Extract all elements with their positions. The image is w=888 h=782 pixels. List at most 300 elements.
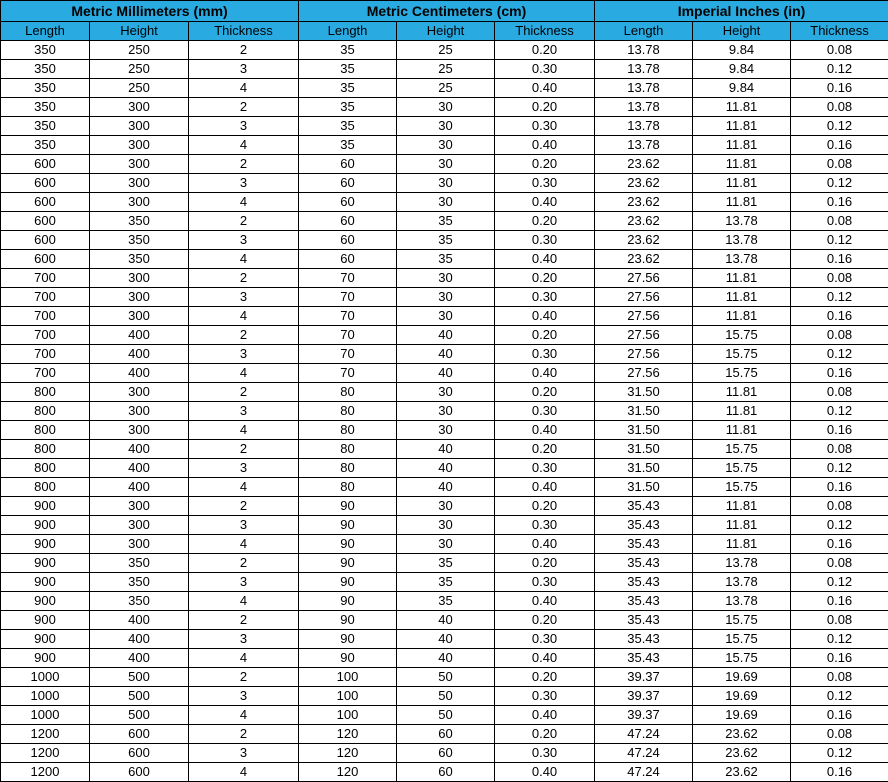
- table-cell: 0.40: [495, 364, 595, 383]
- table-cell: 11.81: [693, 516, 791, 535]
- table-cell: 80: [299, 478, 397, 497]
- table-cell: 3: [189, 459, 299, 478]
- table-cell: 1200: [1, 744, 90, 763]
- table-cell: 80: [299, 383, 397, 402]
- table-cell: 4: [189, 364, 299, 383]
- table-cell: 800: [1, 440, 90, 459]
- table-cell: 500: [90, 687, 189, 706]
- table-cell: 300: [90, 307, 189, 326]
- table-cell: 35.43: [595, 554, 693, 573]
- table-cell: 35.43: [595, 497, 693, 516]
- table-row: [1, 478, 888, 497]
- table-cell: 13.78: [693, 231, 791, 250]
- table-cell: 70: [299, 307, 397, 326]
- table-cell: 60: [299, 250, 397, 269]
- table-cell: 80: [299, 440, 397, 459]
- table-cell: 600: [1, 193, 90, 212]
- table-row: [1, 155, 888, 174]
- table-cell: 2: [189, 554, 299, 573]
- table-cell: 2: [189, 98, 299, 117]
- table-row: [1, 288, 888, 307]
- table-cell: 35: [299, 98, 397, 117]
- table-cell: 27.56: [595, 345, 693, 364]
- table-cell: 70: [299, 364, 397, 383]
- table-cell: 400: [90, 478, 189, 497]
- table-cell: 0.40: [495, 307, 595, 326]
- table-cell: 40: [397, 326, 495, 345]
- table-cell: 13.78: [595, 41, 693, 60]
- table-row: [1, 383, 888, 402]
- table-cell: 0.08: [791, 98, 888, 117]
- table-cell: 2: [189, 725, 299, 744]
- table-row: [1, 459, 888, 478]
- table-cell: 300: [90, 535, 189, 554]
- table-cell: 35.43: [595, 611, 693, 630]
- table-cell: 600: [90, 725, 189, 744]
- table-cell: 4: [189, 136, 299, 155]
- table-cell: 13.78: [693, 573, 791, 592]
- table-cell: 23.62: [693, 763, 791, 782]
- table-cell: 60: [397, 744, 495, 763]
- table-header: [1, 1, 888, 41]
- table-cell: 11.81: [693, 307, 791, 326]
- table-cell: 600: [1, 231, 90, 250]
- table-row: [1, 250, 888, 269]
- table-row: [1, 649, 888, 668]
- table-cell: 70: [299, 345, 397, 364]
- table-cell: 30: [397, 402, 495, 421]
- table-cell: 35: [299, 136, 397, 155]
- table-cell: 80: [299, 421, 397, 440]
- table-cell: 2: [189, 41, 299, 60]
- table-cell: 35.43: [595, 516, 693, 535]
- table-row: [1, 117, 888, 136]
- table-cell: 30: [397, 174, 495, 193]
- table-row: [1, 535, 888, 554]
- table-cell: 700: [1, 269, 90, 288]
- table-cell: 4: [189, 649, 299, 668]
- table-row: [1, 725, 888, 744]
- table-cell: 27.56: [595, 364, 693, 383]
- table-cell: 0.20: [495, 554, 595, 573]
- table-row: [1, 706, 888, 725]
- table-row: [1, 497, 888, 516]
- table-row: [1, 687, 888, 706]
- table-cell: 0.16: [791, 535, 888, 554]
- table-cell: 700: [1, 345, 90, 364]
- table-cell: 0.16: [791, 478, 888, 497]
- table-row: [1, 60, 888, 79]
- table-cell: 350: [1, 60, 90, 79]
- table-cell: 35: [397, 592, 495, 611]
- table-row: [1, 231, 888, 250]
- table-cell: 90: [299, 592, 397, 611]
- table-cell: 0.20: [495, 668, 595, 687]
- table-cell: 11.81: [693, 269, 791, 288]
- table-cell: 0.12: [791, 516, 888, 535]
- table-cell: 900: [1, 554, 90, 573]
- table-cell: 11.81: [693, 98, 791, 117]
- table-row: [1, 592, 888, 611]
- table-cell: 0.20: [495, 440, 595, 459]
- table-cell: 0.08: [791, 269, 888, 288]
- table-cell: 0.16: [791, 250, 888, 269]
- table-cell: 11.81: [693, 383, 791, 402]
- table-cell: 900: [1, 630, 90, 649]
- table-cell: 2: [189, 155, 299, 174]
- table-cell: 0.16: [791, 307, 888, 326]
- table-cell: 350: [1, 41, 90, 60]
- table-cell: 13.78: [595, 117, 693, 136]
- table-cell: 2: [189, 440, 299, 459]
- table-cell: 0.12: [791, 174, 888, 193]
- table-row: [1, 326, 888, 345]
- table-cell: 350: [90, 573, 189, 592]
- column-header-4: Height: [397, 22, 495, 41]
- table-cell: 23.62: [595, 212, 693, 231]
- table-cell: 40: [397, 364, 495, 383]
- table-cell: 11.81: [693, 497, 791, 516]
- table-cell: 0.08: [791, 554, 888, 573]
- table-cell: 2: [189, 497, 299, 516]
- table-row: [1, 345, 888, 364]
- table-cell: 3: [189, 687, 299, 706]
- table-cell: 4: [189, 250, 299, 269]
- table-cell: 0.30: [495, 516, 595, 535]
- table-row: [1, 174, 888, 193]
- table-cell: 0.40: [495, 592, 595, 611]
- table-cell: 60: [299, 231, 397, 250]
- table-cell: 3: [189, 117, 299, 136]
- table-cell: 700: [1, 307, 90, 326]
- table-cell: 13.78: [693, 212, 791, 231]
- table-cell: 0.20: [495, 326, 595, 345]
- table-cell: 25: [397, 79, 495, 98]
- table-cell: 0.12: [791, 345, 888, 364]
- table-cell: 300: [90, 383, 189, 402]
- column-header-6: Length: [595, 22, 693, 41]
- table-cell: 400: [90, 364, 189, 383]
- table-cell: 31.50: [595, 383, 693, 402]
- column-header-8: Thickness: [791, 22, 888, 41]
- table-cell: 0.30: [495, 402, 595, 421]
- table-cell: 350: [90, 250, 189, 269]
- table-cell: 11.81: [693, 402, 791, 421]
- table-cell: 0.12: [791, 231, 888, 250]
- table-cell: 1200: [1, 725, 90, 744]
- table-cell: 35: [397, 231, 495, 250]
- table-row: [1, 307, 888, 326]
- table-cell: 35: [397, 212, 495, 231]
- table-cell: 300: [90, 117, 189, 136]
- table-cell: 27.56: [595, 326, 693, 345]
- table-cell: 300: [90, 516, 189, 535]
- table-cell: 4: [189, 535, 299, 554]
- table-cell: 70: [299, 288, 397, 307]
- table-cell: 30: [397, 98, 495, 117]
- table-cell: 0.30: [495, 573, 595, 592]
- table-cell: 0.12: [791, 288, 888, 307]
- table-cell: 0.30: [495, 60, 595, 79]
- table-cell: 35: [397, 554, 495, 573]
- table-cell: 0.08: [791, 440, 888, 459]
- table-cell: 0.12: [791, 630, 888, 649]
- column-header-3: Length: [299, 22, 397, 41]
- table-cell: 900: [1, 592, 90, 611]
- table-cell: 35: [299, 60, 397, 79]
- table-cell: 4: [189, 307, 299, 326]
- table-row: [1, 421, 888, 440]
- table-row: [1, 79, 888, 98]
- table-cell: 35.43: [595, 649, 693, 668]
- table-cell: 35: [397, 250, 495, 269]
- table-cell: 0.20: [495, 725, 595, 744]
- table-cell: 900: [1, 497, 90, 516]
- table-cell: 40: [397, 459, 495, 478]
- table-row: [1, 668, 888, 687]
- table-cell: 35.43: [595, 535, 693, 554]
- table-cell: 1000: [1, 706, 90, 725]
- table-cell: 350: [90, 212, 189, 231]
- table-cell: 0.08: [791, 725, 888, 744]
- table-cell: 0.16: [791, 364, 888, 383]
- table-cell: 100: [299, 668, 397, 687]
- table-row: [1, 212, 888, 231]
- table-cell: 0.16: [791, 193, 888, 212]
- table-cell: 15.75: [693, 478, 791, 497]
- table-cell: 350: [1, 136, 90, 155]
- table-cell: 1200: [1, 763, 90, 782]
- table-cell: 35: [397, 573, 495, 592]
- table-cell: 300: [90, 288, 189, 307]
- table-cell: 11.81: [693, 174, 791, 193]
- table-cell: 300: [90, 136, 189, 155]
- table-cell: 0.08: [791, 383, 888, 402]
- table-cell: 400: [90, 611, 189, 630]
- table-cell: 300: [90, 269, 189, 288]
- table-cell: 4: [189, 592, 299, 611]
- table-cell: 0.30: [495, 174, 595, 193]
- table-cell: 350: [1, 79, 90, 98]
- column-header-row: [1, 22, 888, 41]
- table-cell: 70: [299, 326, 397, 345]
- table-cell: 0.12: [791, 117, 888, 136]
- column-header-1: Height: [90, 22, 189, 41]
- table-cell: 40: [397, 345, 495, 364]
- table-cell: 120: [299, 725, 397, 744]
- table-cell: 350: [1, 117, 90, 136]
- table-row: [1, 41, 888, 60]
- column-header-5: Thickness: [495, 22, 595, 41]
- table-cell: 0.30: [495, 630, 595, 649]
- table-cell: 3: [189, 573, 299, 592]
- table-row: [1, 611, 888, 630]
- table-cell: 350: [90, 554, 189, 573]
- table-cell: 19.69: [693, 687, 791, 706]
- table-cell: 3: [189, 345, 299, 364]
- table-cell: 400: [90, 345, 189, 364]
- table-cell: 0.30: [495, 345, 595, 364]
- table-cell: 60: [299, 155, 397, 174]
- table-cell: 39.37: [595, 687, 693, 706]
- table-cell: 11.81: [693, 155, 791, 174]
- table-cell: 600: [1, 155, 90, 174]
- table-cell: 4: [189, 193, 299, 212]
- table-cell: 4: [189, 763, 299, 782]
- table-cell: 23.62: [693, 744, 791, 763]
- table-cell: 100: [299, 706, 397, 725]
- table-cell: 0.16: [791, 706, 888, 725]
- table-cell: 1000: [1, 687, 90, 706]
- table-cell: 15.75: [693, 611, 791, 630]
- table-row: [1, 554, 888, 573]
- table-cell: 350: [90, 231, 189, 250]
- table-cell: 23.62: [693, 725, 791, 744]
- table-cell: 900: [1, 611, 90, 630]
- table-cell: 0.08: [791, 155, 888, 174]
- table-cell: 250: [90, 41, 189, 60]
- table-cell: 0.12: [791, 573, 888, 592]
- table-cell: 11.81: [693, 193, 791, 212]
- table-row: [1, 269, 888, 288]
- table-cell: 800: [1, 459, 90, 478]
- table-cell: 27.56: [595, 288, 693, 307]
- table-cell: 0.12: [791, 687, 888, 706]
- table-cell: 40: [397, 440, 495, 459]
- table-cell: 50: [397, 668, 495, 687]
- column-header-7: Height: [693, 22, 791, 41]
- table-row: [1, 744, 888, 763]
- table-cell: 30: [397, 497, 495, 516]
- table-cell: 47.24: [595, 763, 693, 782]
- table-cell: 27.56: [595, 307, 693, 326]
- table-cell: 0.30: [495, 687, 595, 706]
- table-cell: 0.16: [791, 649, 888, 668]
- table-cell: 30: [397, 288, 495, 307]
- table-cell: 60: [299, 212, 397, 231]
- table-cell: 120: [299, 744, 397, 763]
- table-cell: 250: [90, 79, 189, 98]
- table-cell: 0.16: [791, 592, 888, 611]
- table-cell: 30: [397, 307, 495, 326]
- table-cell: 500: [90, 668, 189, 687]
- table-cell: 35.43: [595, 573, 693, 592]
- table-row: [1, 136, 888, 155]
- table-row: [1, 630, 888, 649]
- table-cell: 400: [90, 440, 189, 459]
- table-cell: 90: [299, 573, 397, 592]
- table-cell: 300: [90, 402, 189, 421]
- table-cell: 27.56: [595, 269, 693, 288]
- table-cell: 4: [189, 706, 299, 725]
- table-cell: 19.69: [693, 668, 791, 687]
- table-cell: 35: [299, 79, 397, 98]
- table-cell: 0.40: [495, 79, 595, 98]
- group-header-2: Imperial Inches (in): [595, 1, 888, 22]
- table-cell: 60: [299, 193, 397, 212]
- table-row: [1, 440, 888, 459]
- table-cell: 30: [397, 535, 495, 554]
- table-cell: 9.84: [693, 60, 791, 79]
- table-cell: 39.37: [595, 706, 693, 725]
- table-cell: 0.20: [495, 155, 595, 174]
- table-cell: 30: [397, 193, 495, 212]
- table-cell: 700: [1, 288, 90, 307]
- table-cell: 3: [189, 630, 299, 649]
- table-cell: 40: [397, 478, 495, 497]
- table-cell: 900: [1, 649, 90, 668]
- table-cell: 13.78: [595, 79, 693, 98]
- table-cell: 0.40: [495, 649, 595, 668]
- table-cell: 31.50: [595, 440, 693, 459]
- table-cell: 25: [397, 60, 495, 79]
- table-cell: 31.50: [595, 478, 693, 497]
- table-cell: 300: [90, 155, 189, 174]
- table-cell: 0.40: [495, 535, 595, 554]
- table-cell: 2: [189, 269, 299, 288]
- table-cell: 1000: [1, 668, 90, 687]
- table-cell: 23.62: [595, 155, 693, 174]
- table-cell: 0.16: [791, 79, 888, 98]
- table-cell: 300: [90, 193, 189, 212]
- table-cell: 19.69: [693, 706, 791, 725]
- table-body: [1, 41, 888, 782]
- table-cell: 300: [90, 174, 189, 193]
- table-row: [1, 763, 888, 782]
- table-cell: 40: [397, 611, 495, 630]
- table-cell: 15.75: [693, 649, 791, 668]
- table-cell: 13.78: [595, 136, 693, 155]
- table-cell: 60: [299, 174, 397, 193]
- table-cell: 47.24: [595, 744, 693, 763]
- column-header-2: Thickness: [189, 22, 299, 41]
- table-cell: 35.43: [595, 630, 693, 649]
- table-cell: 0.08: [791, 212, 888, 231]
- table-cell: 0.08: [791, 41, 888, 60]
- table-cell: 31.50: [595, 402, 693, 421]
- table-cell: 90: [299, 630, 397, 649]
- table-cell: 80: [299, 459, 397, 478]
- table-cell: 40: [397, 630, 495, 649]
- table-cell: 30: [397, 383, 495, 402]
- table-cell: 600: [1, 174, 90, 193]
- table-cell: 0.20: [495, 383, 595, 402]
- table-cell: 30: [397, 136, 495, 155]
- table-cell: 11.81: [693, 117, 791, 136]
- table-row: [1, 364, 888, 383]
- table-cell: 15.75: [693, 345, 791, 364]
- table-cell: 30: [397, 117, 495, 136]
- table-cell: 120: [299, 763, 397, 782]
- table-cell: 31.50: [595, 459, 693, 478]
- table-cell: 400: [90, 630, 189, 649]
- table-row: [1, 573, 888, 592]
- table-cell: 700: [1, 364, 90, 383]
- table-cell: 600: [90, 763, 189, 782]
- table-cell: 0.30: [495, 744, 595, 763]
- table-cell: 90: [299, 649, 397, 668]
- table-cell: 9.84: [693, 41, 791, 60]
- table-cell: 600: [1, 212, 90, 231]
- table-cell: 15.75: [693, 326, 791, 345]
- table-cell: 0.30: [495, 231, 595, 250]
- table-cell: 0.40: [495, 763, 595, 782]
- table-cell: 13.78: [595, 60, 693, 79]
- table-cell: 700: [1, 326, 90, 345]
- table-cell: 900: [1, 516, 90, 535]
- table-cell: 0.12: [791, 459, 888, 478]
- table-cell: 800: [1, 383, 90, 402]
